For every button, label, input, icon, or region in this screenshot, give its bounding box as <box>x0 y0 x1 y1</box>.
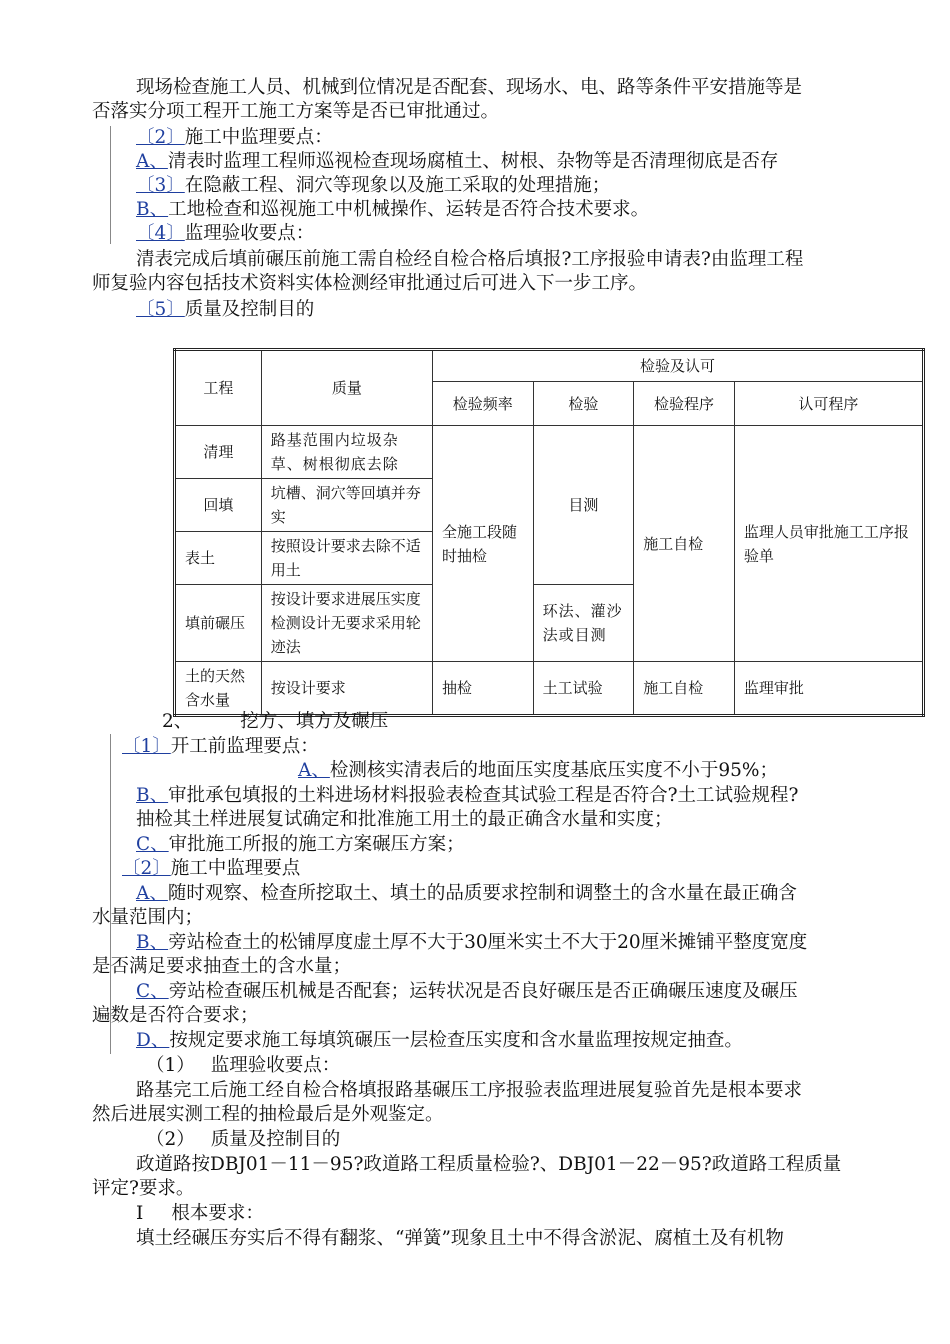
cell-quality: 按设计要求进展压实度检测设计无要求采用轮迹法 <box>261 585 432 662</box>
cell-approval: 监理人员审批施工工序报验单 <box>734 426 923 662</box>
cell-frequency: 抽检 <box>432 662 533 716</box>
list-item <box>92 1128 950 1152</box>
list-marker: 〔4〕 <box>136 223 185 244</box>
list-text: 监理验收要点： <box>210 1055 341 1076</box>
list-marker: A、 <box>298 760 330 781</box>
list-item <box>92 150 950 174</box>
list-marker: D、 <box>136 1030 170 1051</box>
list-marker: C、 <box>136 834 169 855</box>
cell-project: 土的天然含水量 <box>175 662 262 716</box>
list-item <box>92 735 950 759</box>
list-marker: 〔2〕 <box>136 127 185 148</box>
list-item <box>92 1054 950 1078</box>
cell-project: 清理 <box>175 426 262 479</box>
header-check: 检验 <box>533 382 634 426</box>
cell-quality: 坑槽、洞穴等回填并夯实 <box>261 479 432 532</box>
cell-check: 环法、灌沙法或目测 <box>533 585 634 662</box>
list-text: 检测核实清表后的地面压实度基底压实度不小于95%； <box>329 760 778 781</box>
list-marker: I <box>136 1203 144 1224</box>
list-marker: C、 <box>136 981 169 1002</box>
paragraph-line: 现场检查施工人员、机械到位情况是否配套、现场水、电、路等条件平安措施等是 <box>136 77 803 98</box>
list-item <box>92 198 950 222</box>
paragraph-line: 水量范围内； <box>92 907 204 928</box>
list-marker: A、 <box>136 883 168 904</box>
section-number: 2、 <box>162 711 193 732</box>
list-marker: A、 <box>136 151 168 172</box>
cell-approval: 监理审批 <box>734 662 923 716</box>
header-frequency: 检验频率 <box>432 382 533 426</box>
list-item <box>92 174 950 198</box>
quality-control-table <box>173 348 925 717</box>
list-marker: B、 <box>136 932 169 953</box>
list-text: 质量及控制目的 <box>210 1129 341 1150</box>
list-marker: B、 <box>136 199 169 220</box>
list-item <box>92 298 950 322</box>
list-text: 审批承包填报的土料进场材料报验表检查其试验工程是否符合?土工试验规程? <box>168 785 799 806</box>
header-quality: 质量 <box>261 350 432 426</box>
list-text: 开工前监理要点： <box>170 736 319 757</box>
paragraph-line: 然后进展实测工程的抽检最后是外观鉴定。 <box>92 1104 444 1125</box>
list-text: 工地检查和巡视施工中机械操作、运转是否符合技术要求。 <box>168 199 650 220</box>
cell-project: 填前碾压 <box>175 585 262 662</box>
cell-frequency: 全施工段随时抽检 <box>432 426 533 662</box>
list-item <box>92 784 950 808</box>
list-item <box>92 222 950 246</box>
list-text: 按规定要求施工每填筑碾压一层检查压实度和含水量监理按规定抽查。 <box>169 1030 743 1051</box>
cell-procedure: 施工自检 <box>634 662 735 716</box>
list-text: 清表时监理工程师巡视检查现场腐植土、树根、杂物等是否清理彻底是否存 <box>167 151 779 172</box>
list-text: 质量及控制目的 <box>184 299 315 320</box>
header-group: 检验及认可 <box>432 350 923 382</box>
list-text: 随时观察、检查所挖取土、填土的品质要求控制和调整土的含水量在最正确含 <box>167 883 797 904</box>
cell-quality: 路基范围内垃圾杂草、树根彻底去除 <box>261 426 432 479</box>
section-heading <box>92 710 950 734</box>
list-item <box>92 857 950 881</box>
list-marker: B、 <box>136 785 169 806</box>
list-text: 根本要求： <box>171 1203 264 1224</box>
list-text: 旁站检查土的松铺厚度虚土厚不大于30厘米实土不大于20厘米摊铺平整度宽度 <box>168 932 808 953</box>
cell-project: 表土 <box>175 532 262 585</box>
paragraph-line: 否落实分项工程开工施工方案等是否已审批通过。 <box>92 101 500 122</box>
cell-check: 土工试验 <box>533 662 634 716</box>
cell-check: 目测 <box>533 426 634 585</box>
list-marker: （2） <box>146 1129 195 1150</box>
list-item <box>92 126 950 150</box>
paragraph-line: 遍数是否符合要求； <box>92 1005 259 1026</box>
list-item <box>92 931 950 955</box>
section-title: 挖方、填方及碾压 <box>240 711 389 732</box>
list-item <box>92 833 950 857</box>
list-marker: 〔1〕 <box>122 736 171 757</box>
paragraph-line: 政道路按DBJ01－11－95?政道路工程质量检验?、DBJ01－22－95?政道路工程质量 <box>136 1154 842 1175</box>
list-text: 施工中监理要点： <box>184 127 333 148</box>
header-procedure: 检验程序 <box>634 382 735 426</box>
list-text: 监理验收要点： <box>184 223 315 244</box>
cell-project: 回填 <box>175 479 262 532</box>
list-marker: 〔2〕 <box>122 858 171 879</box>
list-marker: （1） <box>146 1055 195 1076</box>
list-text: 施工中监理要点 <box>170 858 301 879</box>
header-project: 工程 <box>175 350 262 426</box>
cell-procedure: 施工自检 <box>634 426 735 662</box>
list-text: 旁站检查碾压机械是否配套；运转状况是否良好碾压是否正确碾压速度及碾压 <box>168 981 798 1002</box>
paragraph-line: 路基完工后施工经自检合格填报路基碾压工序报验表监理进展复验首先是根本要求 <box>136 1080 803 1101</box>
list-marker: 〔3〕 <box>136 175 185 196</box>
list-marker: 〔5〕 <box>136 299 185 320</box>
cell-quality: 按设计要求 <box>261 662 432 716</box>
paragraph-line: 师复验内容包括技术资料实体检测经审批通过后可进入下一步工序。 <box>92 273 648 294</box>
paragraph-line: 评定?要求。 <box>92 1178 195 1199</box>
list-item <box>92 882 950 906</box>
paragraph-line: 填土经碾压夯实后不得有翻浆、“弹簧”现象且土中不得含淤泥、腐植土及有机物 <box>136 1228 784 1249</box>
list-item <box>92 980 950 1004</box>
cell-quality: 按照设计要求去除不适用土 <box>261 532 432 585</box>
list-text: 审批施工所报的施工方案碾压方案； <box>168 834 465 855</box>
list-item <box>92 759 950 783</box>
list-text: 在隐蔽工程、洞穴等现象以及施工采取的处理措施； <box>184 175 611 196</box>
paragraph-line: 是否满足要求抽查土的含水量； <box>92 956 352 977</box>
paragraph-line: 清表完成后填前碾压前施工需自检经自检合格后填报?工序报验申请表?由监理工程 <box>136 249 804 270</box>
header-approval: 认可程序 <box>734 382 923 426</box>
paragraph-line: 抽检其土样进展复试确定和批准施工用土的最正确含水量和实度； <box>136 809 673 830</box>
list-item <box>92 1202 950 1226</box>
list-item <box>92 1029 950 1053</box>
